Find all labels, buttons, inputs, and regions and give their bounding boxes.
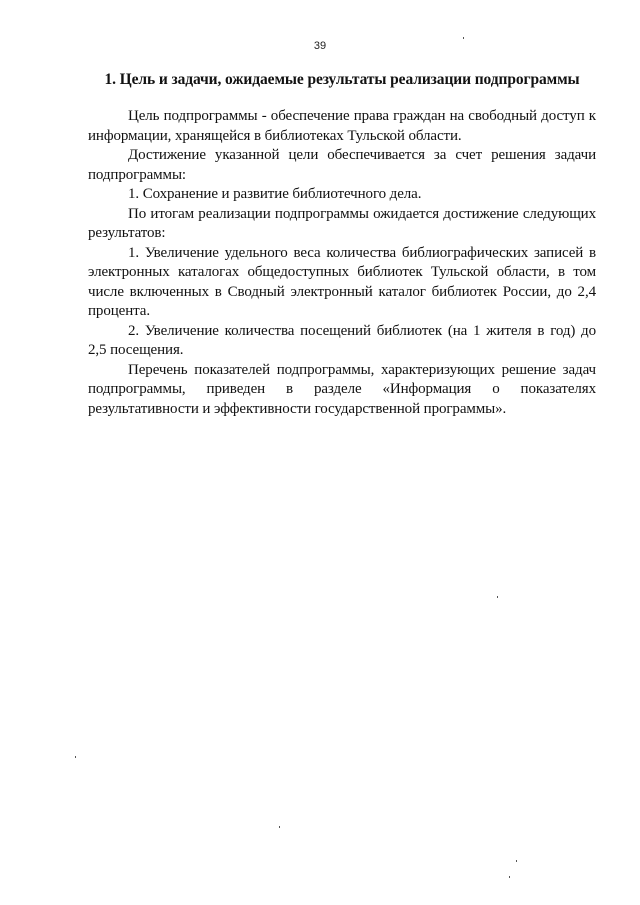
scan-speck — [516, 860, 517, 862]
section-heading: 1. Цель и задачи, ожидаемые результаты реализации подпрограммы — [104, 71, 580, 88]
scan-speck — [279, 826, 280, 828]
scan-speck — [509, 876, 510, 878]
page-number: 39 — [313, 40, 327, 52]
paragraph-indicators: Перечень показателей подпрограммы, характеризующих решение задач подпрограммы, приведен в разделе «Информация о показателях результативности и эффективности государственной программы». — [88, 361, 596, 417]
paragraph-achievement: Достижение указанной цели обеспечивается за счет решения задачи подпрограммы: — [88, 147, 596, 183]
paragraph-expected: По итогам реализации подпрограммы ожидается достижение следующих результатов: — [88, 205, 596, 241]
paragraph-result-1: 1. Увеличение удельного веса количества библиографических записей в электронных каталогах общедоступных библиотек Тульской области, в том числе включенных в Сводный электронный каталог библиотек России, до 2,4 процента. — [88, 244, 596, 319]
paragraph-goal: Цель подпрограммы - обеспечение права граждан на свободный доступ к информации, хранящейся в библиотеках Тульской области. — [88, 108, 596, 144]
scan-speck — [75, 756, 76, 758]
paragraph-result-2: 2. Увеличение количества посещений библиотек (на 1 жителя в год) до 2,5 посещения. — [88, 322, 596, 358]
body-text — [88, 107, 596, 419]
paragraph-task-1: 1. Сохранение и развитие библиотечного дела. — [128, 186, 422, 202]
scan-speck — [463, 37, 464, 39]
scan-speck — [497, 596, 498, 598]
